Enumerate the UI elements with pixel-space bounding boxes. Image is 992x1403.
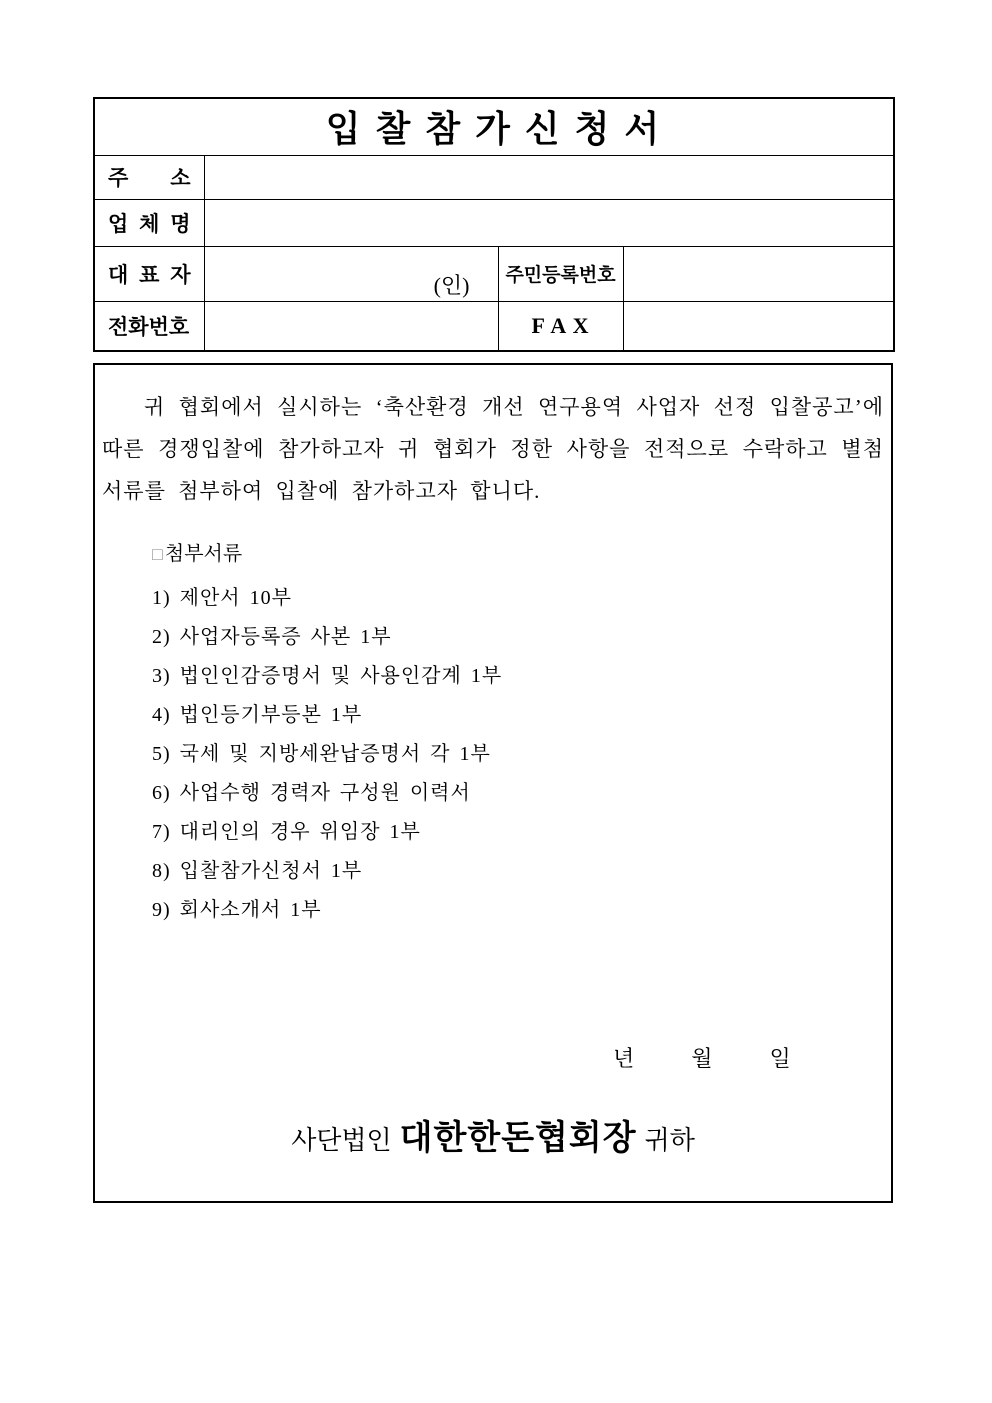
list-item: 1) 제안서 10부 xyxy=(152,587,292,609)
attachments-heading-label: 첨부서류 xyxy=(164,543,243,565)
date-year-label: 년 xyxy=(613,1046,635,1071)
declaration-body-box xyxy=(93,363,893,1203)
representative-field xyxy=(204,246,498,301)
list-item: 4) 법인등기부등본 1부 xyxy=(152,704,363,726)
phone-label: 전화번호 xyxy=(94,301,204,351)
address-label: 주 소 xyxy=(94,155,204,199)
list-item: 3) 법인인감증명서 및 사용인감계 1부 xyxy=(152,665,503,687)
list-item: 5) 국세 및 지방세완납증명서 각 1부 xyxy=(152,743,491,765)
seal-mark: (인) xyxy=(433,272,470,298)
addressee-organization: 대한한돈협회장 xyxy=(399,1120,637,1157)
list-item: 7) 대리인의 경우 위임장 1부 xyxy=(152,821,421,843)
company-name-field xyxy=(204,199,894,246)
date-month-label: 월 xyxy=(691,1046,713,1071)
list-item: 2) 사업자등록증 사본 1부 xyxy=(152,626,392,648)
attachments-heading xyxy=(152,542,891,566)
addressee-line xyxy=(95,1110,891,1159)
phone-field xyxy=(204,301,498,351)
applicant-info-table xyxy=(93,97,895,352)
list-item: 9) 회사소개서 1부 xyxy=(152,899,322,921)
company-name-label: 업 체 명 xyxy=(94,199,204,246)
addressee-honorific: 귀하 xyxy=(644,1126,695,1155)
resident-id-field xyxy=(623,246,894,301)
list-item: 6) 사업수행 경력자 구성원 이력서 xyxy=(152,782,471,804)
addressee-entity-type: 사단법인 xyxy=(291,1126,392,1155)
address-field xyxy=(204,155,894,199)
page-title: 입 찰 참 가 신 청 서 xyxy=(94,98,894,155)
resident-id-label: 주민등록번호 xyxy=(498,246,623,301)
checkbox-icon: □ xyxy=(152,544,163,564)
representative-label: 대 표 자 xyxy=(94,246,204,301)
fax-label: F A X xyxy=(498,301,623,351)
attachments-list xyxy=(152,579,891,930)
list-item: 8) 입찰참가신청서 1부 xyxy=(152,860,363,882)
date-line xyxy=(613,1042,791,1073)
fax-field xyxy=(623,301,894,351)
declaration-paragraph: 귀 협회에서 실시하는 ‘축산환경 개선 연구용역 사업자 선정 입찰공고’에 따른 경쟁입찰에 참가하고자 귀 협회가 정한 사항을 전적으로 수락하고 별첨 서류를 첨부하여 입찰에 참가하고자 합니다. xyxy=(102,395,884,503)
date-day-label: 일 xyxy=(769,1046,791,1071)
